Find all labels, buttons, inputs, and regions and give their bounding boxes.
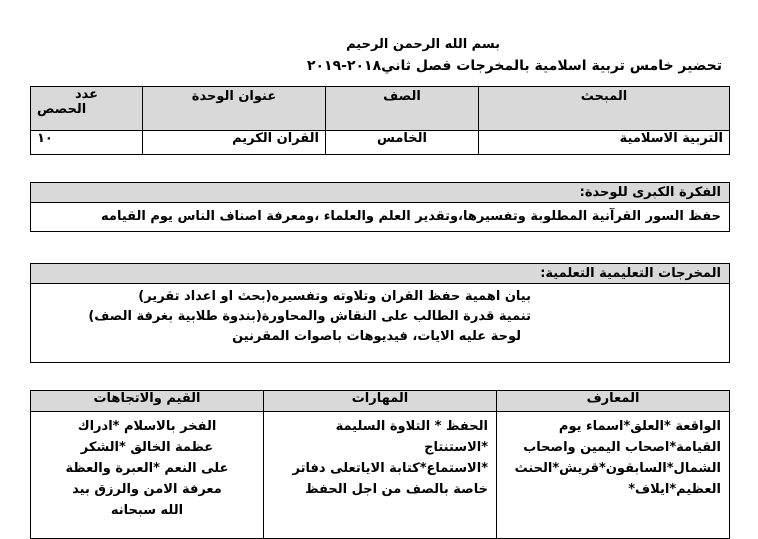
basmala: بسم الله الرحمن الرحيم	[346, 37, 500, 52]
outcome-item: لوحة عليه الايات، فيديوهات باصوات المقرنين	[232, 329, 521, 344]
outcome-item: تنمية قدرة الطالب على النقاش والمحاورة(بندوة طلابية بغرفة الصف)	[88, 309, 531, 324]
knowledge-line: القيامة*اصحاب اليمين واصحاب	[523, 440, 721, 455]
outcome-item: بيان اهمية حفظ القران وتلاوته وتفسيره(بحث او اعداد تقرير)	[138, 289, 531, 304]
competencies-table	[30, 390, 730, 539]
knowledge-line: الشمال*السابقون*قريش*الحنث	[514, 461, 721, 476]
outcomes-label: المخرجات التعليمية التعلمية:	[31, 264, 729, 284]
values-line: الله سبحانه	[110, 503, 184, 518]
knowledge-header: المعارف	[497, 391, 730, 412]
unit-title-value: القران الكريم	[143, 131, 326, 155]
periods-value: ١٠	[31, 131, 143, 155]
big-idea-section	[30, 182, 730, 232]
values-line: معرفة الامن والرزق بيد	[72, 482, 222, 497]
knowledge-line: العظيم*ايلاف*	[628, 482, 721, 497]
skills-line: خاصة بالصف من اجل الحفظ	[305, 482, 488, 497]
periods-header: عدد الحصص	[31, 87, 143, 131]
skills-line: الحفظ * التلاوة السليمة *الاستنتاج	[335, 419, 488, 455]
subject-value: التربية الاسلامية	[479, 131, 730, 155]
skills-header: المهارات	[264, 391, 497, 412]
skills-line: *الاستماع*كتابة الاياتعلى دفاتر	[292, 461, 488, 476]
big-idea-label: الفكرة الكبرى للوحدة:	[31, 183, 729, 203]
values-line: الفخر بالاسلام *ادراك	[77, 419, 217, 434]
unit-title-header: عنوان الوحدة	[143, 87, 326, 131]
grade-value: الخامس	[326, 131, 479, 155]
unit-info-table	[30, 86, 730, 155]
knowledge-list	[497, 412, 730, 539]
values-line: عظمة الخالق *الشكر	[80, 440, 214, 455]
values-line: على النعم *العبرة والعظة	[65, 461, 229, 476]
skills-list	[264, 412, 497, 539]
document-title: تحضير خامس تربية اسلامية بالمخرجات فصل ثاني٢٠١٨-٢٠١٩	[306, 58, 722, 74]
knowledge-line: الواقعة *العلق*اسماء يوم	[558, 419, 721, 434]
values-list	[31, 412, 264, 539]
grade-header: الصف	[326, 87, 479, 131]
subject-header: المبحث	[479, 87, 730, 131]
big-idea-text: حفظ السور القرآنية المطلوبة وتفسيرها،وتقدير العلم والعلماء ،ومعرفة اصناف الناس يوم القيامه	[101, 209, 721, 224]
values-header: القيم والاتجاهات	[31, 391, 264, 412]
outcomes-section	[30, 263, 730, 363]
